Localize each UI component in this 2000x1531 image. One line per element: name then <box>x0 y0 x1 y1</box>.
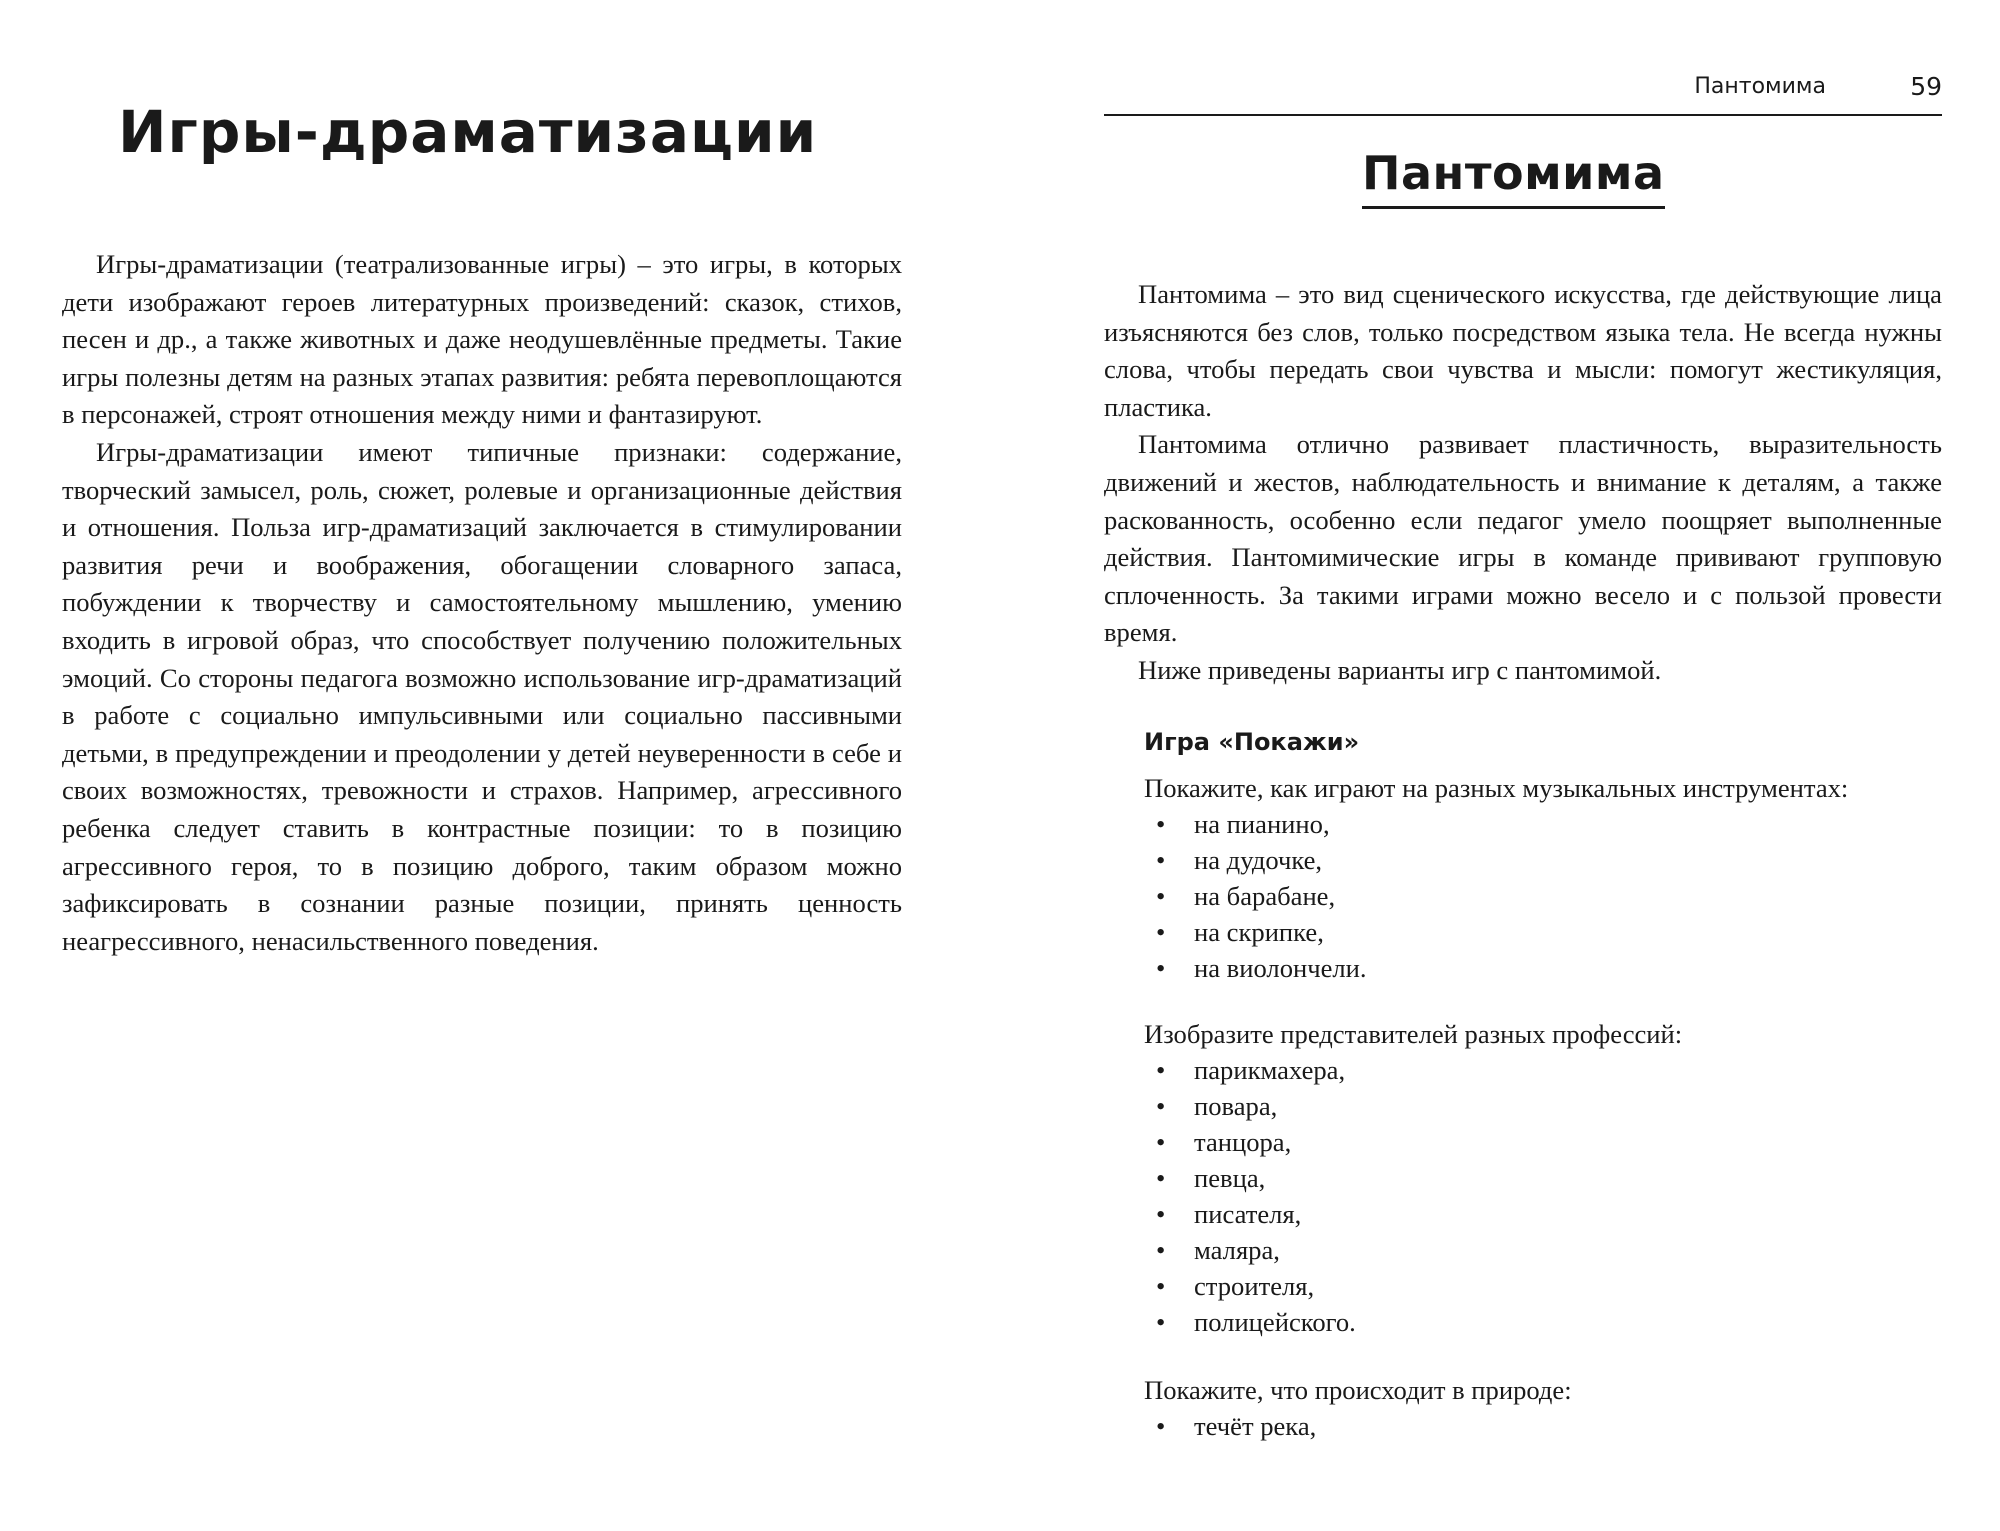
list-item: • маляра, <box>1144 1232 1942 1268</box>
section-intro: Покажите, как играют на разных музыкальных инструментах: <box>1144 773 1849 803</box>
list-item: • парикмахера, <box>1144 1052 1942 1088</box>
instruments-section <box>1144 770 1942 986</box>
section-title-underline <box>1362 146 1665 209</box>
bullet-icon: • <box>1156 1091 1166 1121</box>
list-item: • полицейского. <box>1144 1304 1942 1340</box>
bullet-icon: • <box>1156 1411 1166 1441</box>
bullet-icon: • <box>1156 809 1166 839</box>
running-title: Пантомима <box>1694 74 1826 99</box>
professions-section <box>1144 1016 1942 1340</box>
right-body-text <box>1104 276 1942 690</box>
list-item: • повара, <box>1144 1088 1942 1124</box>
bullet-icon: • <box>1156 1055 1166 1085</box>
running-header <box>1104 70 1942 116</box>
bullet-icon: • <box>1156 1127 1166 1157</box>
game-subheading: Игра «Покажи» <box>1144 728 1360 756</box>
bullet-icon: • <box>1156 1271 1166 1301</box>
list-item: • писателя, <box>1144 1196 1942 1232</box>
list-item: • на дудочке, <box>1144 842 1942 878</box>
nature-section <box>1144 1372 1942 1444</box>
section-intro: Изобразите представителей разных профессий: <box>1144 1019 1683 1049</box>
bullet-list <box>1144 806 1942 986</box>
paragraph: Ниже приведены варианты игр с пантомимой. <box>1138 654 1662 685</box>
list-item: • на виолончели. <box>1144 950 1942 986</box>
list-item: • певца, <box>1144 1160 1942 1196</box>
list-item: • на барабане, <box>1144 878 1942 914</box>
bullet-icon: • <box>1156 1199 1166 1229</box>
list-item: • строителя, <box>1144 1268 1942 1304</box>
paragraph: Пантомима отлично развивает пластичность, выразительность движений и жестов, наблюдательность и внимание к деталям, а также раскованность, особенно если педагог умело поощряет выполненные действия. Пантомимические игры в команде прививают групповую сплоченность. За такими играми можно весело и с пользой провести время. <box>1104 429 1942 648</box>
bullet-list <box>1144 1408 1942 1444</box>
bullet-icon: • <box>1156 1235 1166 1265</box>
bullet-icon: • <box>1156 845 1166 875</box>
bullet-icon: • <box>1156 1163 1166 1193</box>
paragraph: Пантомима – это вид сценического искусства, где действующие лица изъясняются без слов, только посредством языка тела. Не всегда нужны слова, чтобы передать свои чувства и мысли: помогут жестикуляция, пластика. <box>1104 279 1942 422</box>
list-item: • течёт река, <box>1144 1408 1942 1444</box>
list-item: • танцора, <box>1144 1124 1942 1160</box>
paragraph: Игры-драматизации имеют типичные признаки: содержание, творческий замысел, роль, сюжет, ролевые и организационные действия и отношения. Польза игр-драматизаций заключается в стимулировании развития речи и воображения, обогащении словарного запаса, побуждении к творчеству и самостоятельному мышлению, умению входить в игровой образ, что способствует получению положительных эмоций. Со стороны педагога возможно использование игр-драматизаций в работе с социально импульсивными или социально пассивными детьми, в предупреждении и преодолении у детей неуверенности в себе и своих возможностях, тревожности и страхов. Например, агрессивного ребенка следует ставить в контрастные позиции: то в позицию агрессивного героя, то в позицию доброго, таким образом можно зафиксировать в сознании разные позиции, принять ценность неагрессивного, ненасильственного поведения. <box>62 436 902 956</box>
bullet-list <box>1144 1052 1942 1340</box>
bullet-icon: • <box>1156 917 1166 947</box>
bullet-icon: • <box>1156 881 1166 911</box>
bullet-icon: • <box>1156 953 1166 983</box>
chapter-title: Игры-драматизации <box>118 98 818 166</box>
list-item: • на скрипке, <box>1144 914 1942 950</box>
paragraph: Игры-драматизации (театрализованные игры) – это игры, в которых дети изображают героев литературных произведений: сказок, стихов, песен и др., а также животных и даже неодушевлённые предметы. Такие игры полезны детям на разных этапах развития: ребята перевоплощаются в персонажей, строят отношения между ними и фантазируют. <box>62 249 902 430</box>
section-intro: Покажите, что происходит в природе: <box>1144 1375 1572 1405</box>
left-body-text <box>62 246 902 960</box>
bullet-icon: • <box>1156 1307 1166 1337</box>
list-item: • на пианино, <box>1144 806 1942 842</box>
section-title: Пантомима <box>1362 146 1665 200</box>
page-number: 59 <box>1910 72 1942 101</box>
